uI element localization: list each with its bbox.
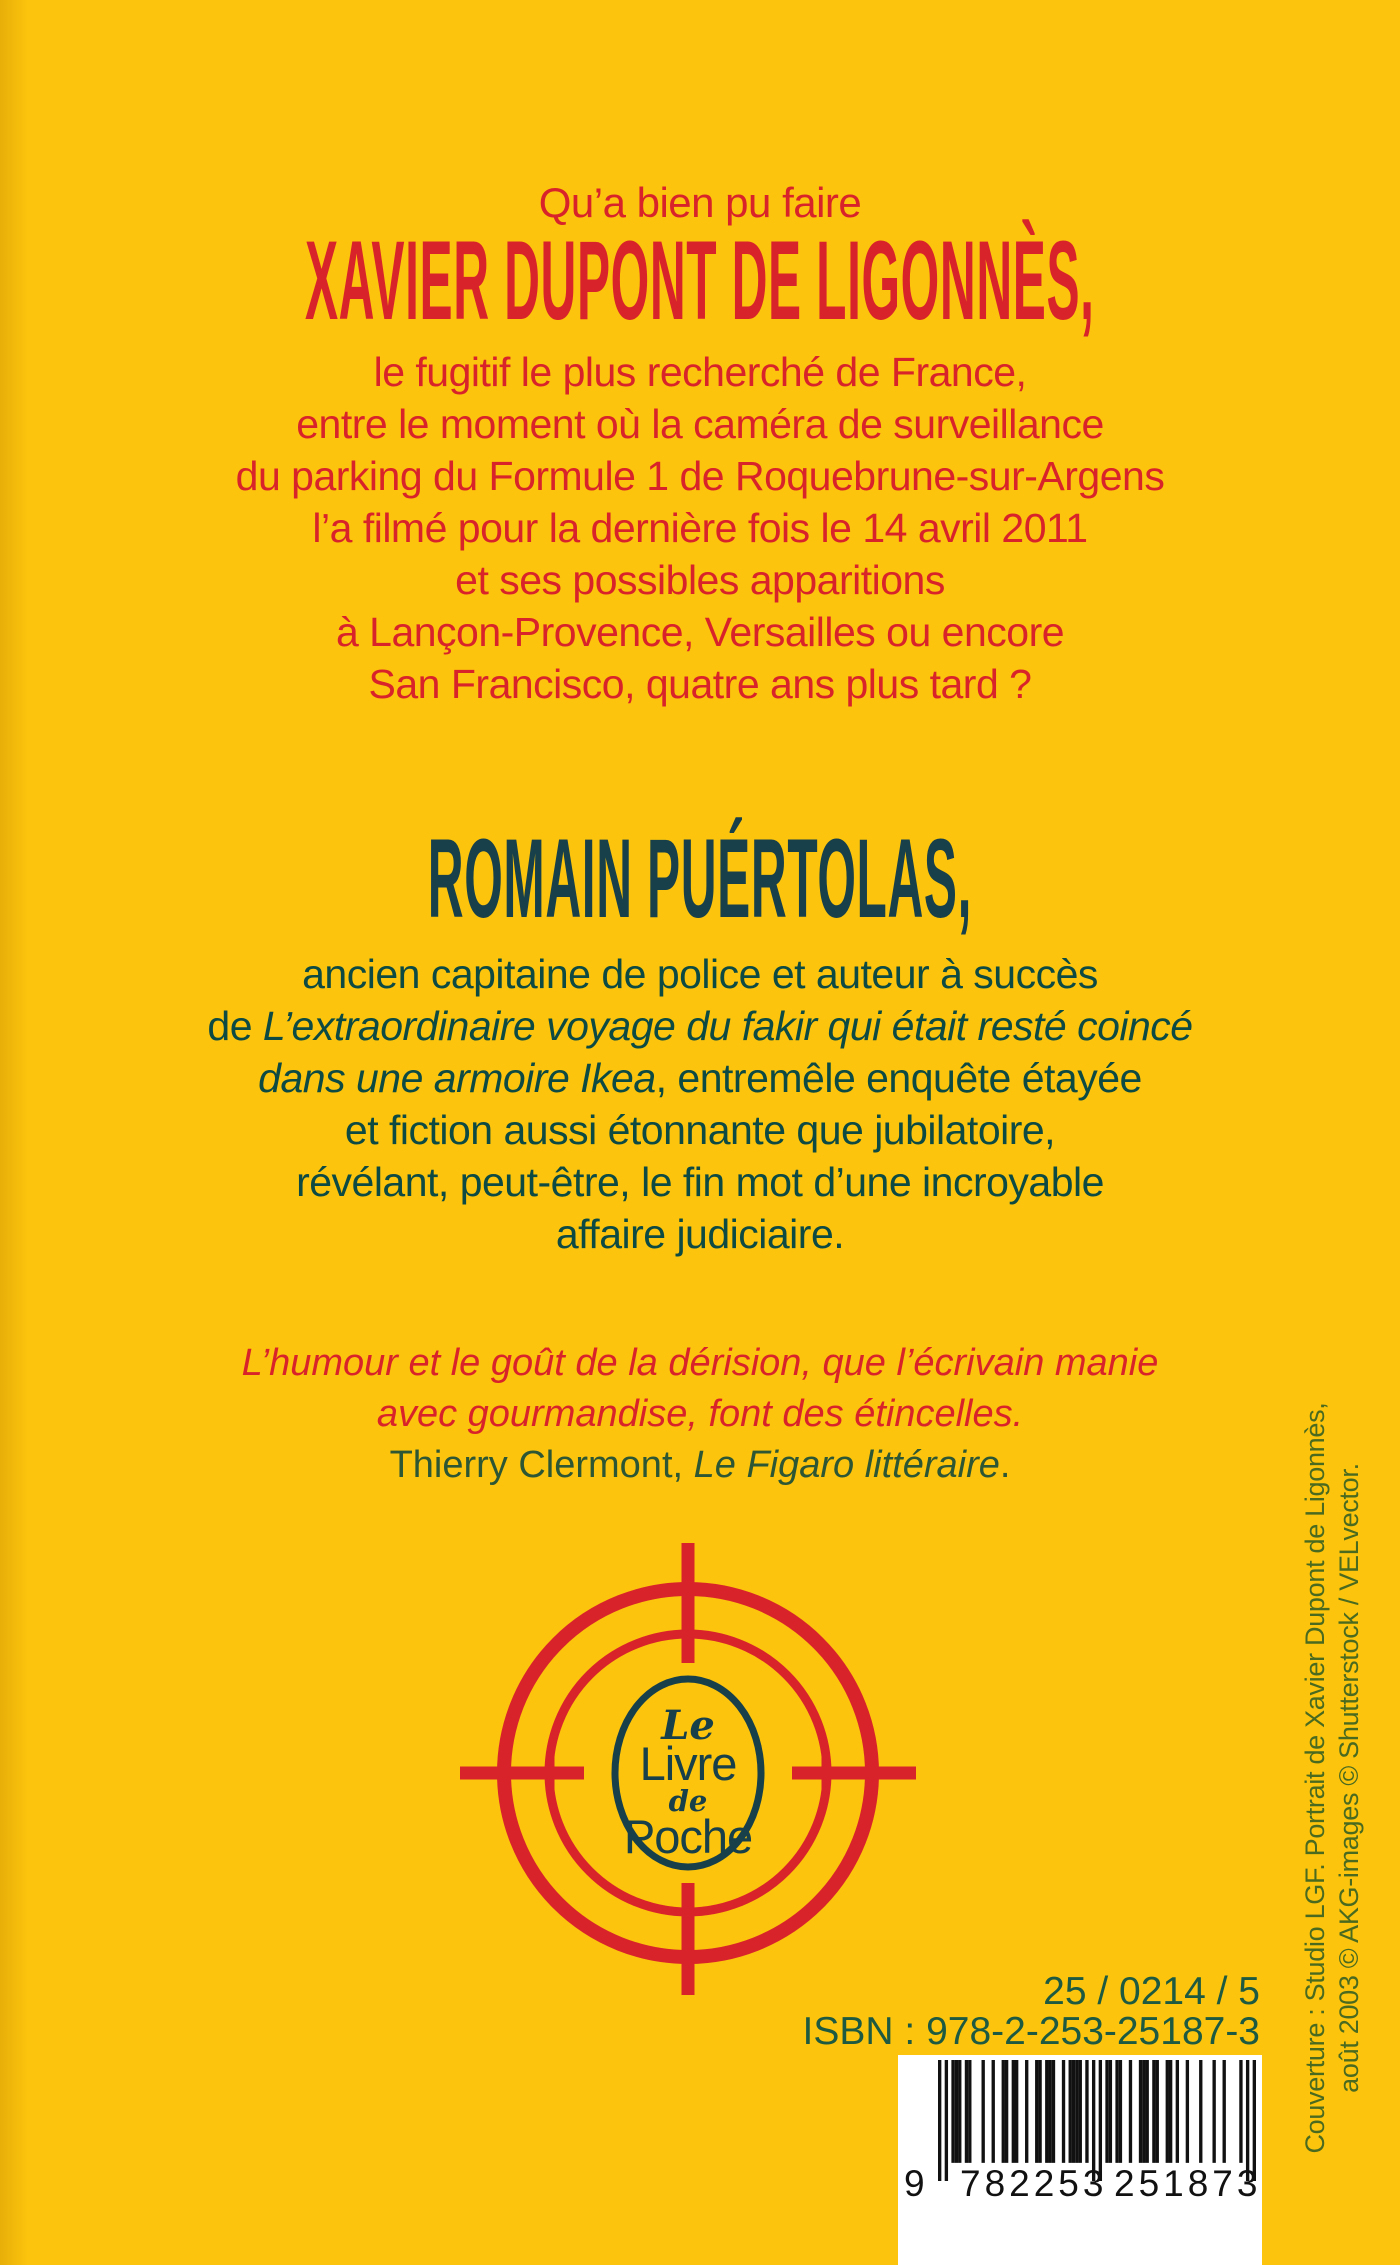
text-segment: , entremêle enquête étayée: [655, 1055, 1142, 1101]
edition-code: 25 / 0214 / 5: [1043, 1970, 1260, 2013]
barcode-bar: [1038, 2060, 1041, 2163]
victim-name-title: [0, 218, 1400, 343]
synopsis-line: l’a filmé pour la dernière fois le 14 avril 2011: [312, 505, 1088, 551]
barcode-bar: [1199, 2060, 1202, 2163]
barcode-bar: [958, 2060, 961, 2163]
barcode-bar: [992, 2060, 995, 2163]
author-bio-line: [0, 948, 1400, 1000]
press-quote-attribution: [0, 1440, 1400, 1491]
author-bio-line: [0, 1156, 1400, 1208]
barcode-bar: [1152, 2060, 1155, 2163]
barcode-panel: [898, 2055, 1262, 2265]
barcode-bar: [1085, 2060, 1088, 2163]
barcode-digit-group: 9: [904, 2163, 929, 2204]
text-segment: Le Figaro littéraire: [693, 1444, 1000, 1486]
barcode-bar: [1062, 2060, 1065, 2163]
author-bio-line: [0, 1000, 1400, 1052]
synopsis-paragraph: [0, 346, 1400, 710]
synopsis-line: à Lançon-Provence, Versailles ou encore: [335, 609, 1065, 655]
barcode-bar: [1105, 2060, 1108, 2163]
logo-word-de: de: [668, 1784, 708, 1818]
intro-line: Qu’a bien pu faire: [538, 179, 862, 226]
author-name-text: ROMAIN PUÉRTOLAS,: [427, 816, 973, 941]
isbn-number: ISBN : 978-2-253-25187-3: [802, 2010, 1260, 2053]
barcode-bar: [1186, 2060, 1189, 2163]
author-bio-paragraph: [0, 948, 1400, 1260]
photo-credits: [1298, 1398, 1366, 2158]
barcode-digit-group: 782253: [960, 2163, 1108, 2204]
barcode-bar: [1142, 2060, 1145, 2163]
barcode-bar: [1052, 2060, 1055, 2163]
synopsis-line: et ses possibles apparitions: [455, 557, 945, 603]
logo-word-le: Le: [661, 1702, 715, 1749]
text-segment: révélant, peut-être, le fin mot d’une incroyable: [296, 1159, 1104, 1205]
barcode-bar: [1025, 2060, 1028, 2163]
press-quote-line: L’humour et le goût de la dérision, que l’écrivain manie: [241, 1342, 1159, 1384]
barcode-bar: [1223, 2060, 1226, 2163]
crosshair-target-icon: [458, 1543, 918, 2003]
synopsis-line: du parking du Formule 1 de Roquebrune-sur-Argens: [235, 453, 1165, 499]
text-segment: dans une armoire Ikea: [258, 1055, 656, 1101]
barcode-bar: [965, 2060, 968, 2163]
barcode-bar: [1069, 2060, 1072, 2163]
text-segment: L’extraordinaire voyage du fakir qui était resté coincé: [262, 1003, 1193, 1049]
barcode-bar: [951, 2060, 954, 2163]
barcode-bar: [1156, 2060, 1159, 2163]
barcode-bar: [1012, 2060, 1015, 2163]
author-bio-line: [0, 1208, 1400, 1260]
livre-de-poche-logo: [458, 1543, 918, 2003]
barcode-bar: [1072, 2060, 1075, 2163]
barcode-bar: [1139, 2060, 1142, 2163]
barcode-bar: [1035, 2060, 1038, 2163]
barcode-bar: [1115, 2060, 1118, 2163]
text-segment: .: [999, 1444, 1011, 1486]
text-segment: affaire judiciaire.: [555, 1211, 845, 1257]
victim-name-text: XAVIER DUPONT DE LIGONNÈS,: [305, 218, 1095, 343]
barcode-bar: [955, 2060, 958, 2163]
author-name-title: [0, 816, 1400, 941]
barcode-bar: [1079, 2060, 1082, 2163]
barcode-bar: [1176, 2060, 1179, 2163]
author-bio-line: [0, 1104, 1400, 1156]
barcode-bar: [1169, 2060, 1172, 2163]
text-segment: de: [207, 1003, 263, 1049]
barcode-bar: [968, 2060, 971, 2163]
logo-word-poche: Poche: [623, 1810, 753, 1863]
barcode-bar: [1075, 2060, 1078, 2163]
barcode-bar: [982, 2060, 985, 2163]
barcode-bar: [1212, 2060, 1215, 2163]
barcode-bar: [1109, 2060, 1112, 2163]
text-segment: Thierry Clermont,: [389, 1444, 694, 1486]
credits-line: août 2003 © AKG-images © Shutterstock / VELvector.: [1334, 1463, 1364, 2093]
barcode-bar: [1239, 2060, 1242, 2163]
press-quote-block: [0, 1338, 1400, 1491]
barcode-bar: [1005, 2060, 1008, 2163]
text-segment: ancien capitaine de police et auteur à succès: [302, 951, 1098, 997]
barcode-digits: [898, 2163, 1262, 2203]
synopsis-line: entre le moment où la caméra de surveillance: [296, 401, 1104, 447]
author-bio-line: [0, 1052, 1400, 1104]
barcode-bar: [1045, 2060, 1048, 2163]
barcode-digit-group: 251873: [1114, 2163, 1262, 2204]
barcode-bar: [1002, 2060, 1005, 2163]
barcode-bar: [1129, 2060, 1132, 2163]
barcode-bar: [1166, 2060, 1169, 2163]
barcode-bar: [1048, 2060, 1051, 2163]
logo-word-livre: Livre: [639, 1737, 737, 1790]
synopsis-line: le fugitif le plus recherché de France,: [373, 349, 1027, 395]
credits-line: Couverture : Studio LGF. Portrait de Xavier Dupont de Ligonnès,: [1300, 1402, 1330, 2154]
synopsis-line: San Francisco, quatre ans plus tard ?: [368, 661, 1032, 707]
barcode-bar: [1015, 2060, 1018, 2163]
barcode-bar: [1119, 2060, 1122, 2163]
text-segment: et fiction aussi étonnante que jubilatoire,: [344, 1107, 1056, 1153]
press-quote-line: avec gourmandise, font des étincelles.: [376, 1393, 1024, 1435]
barcode-bar: [1146, 2060, 1149, 2163]
